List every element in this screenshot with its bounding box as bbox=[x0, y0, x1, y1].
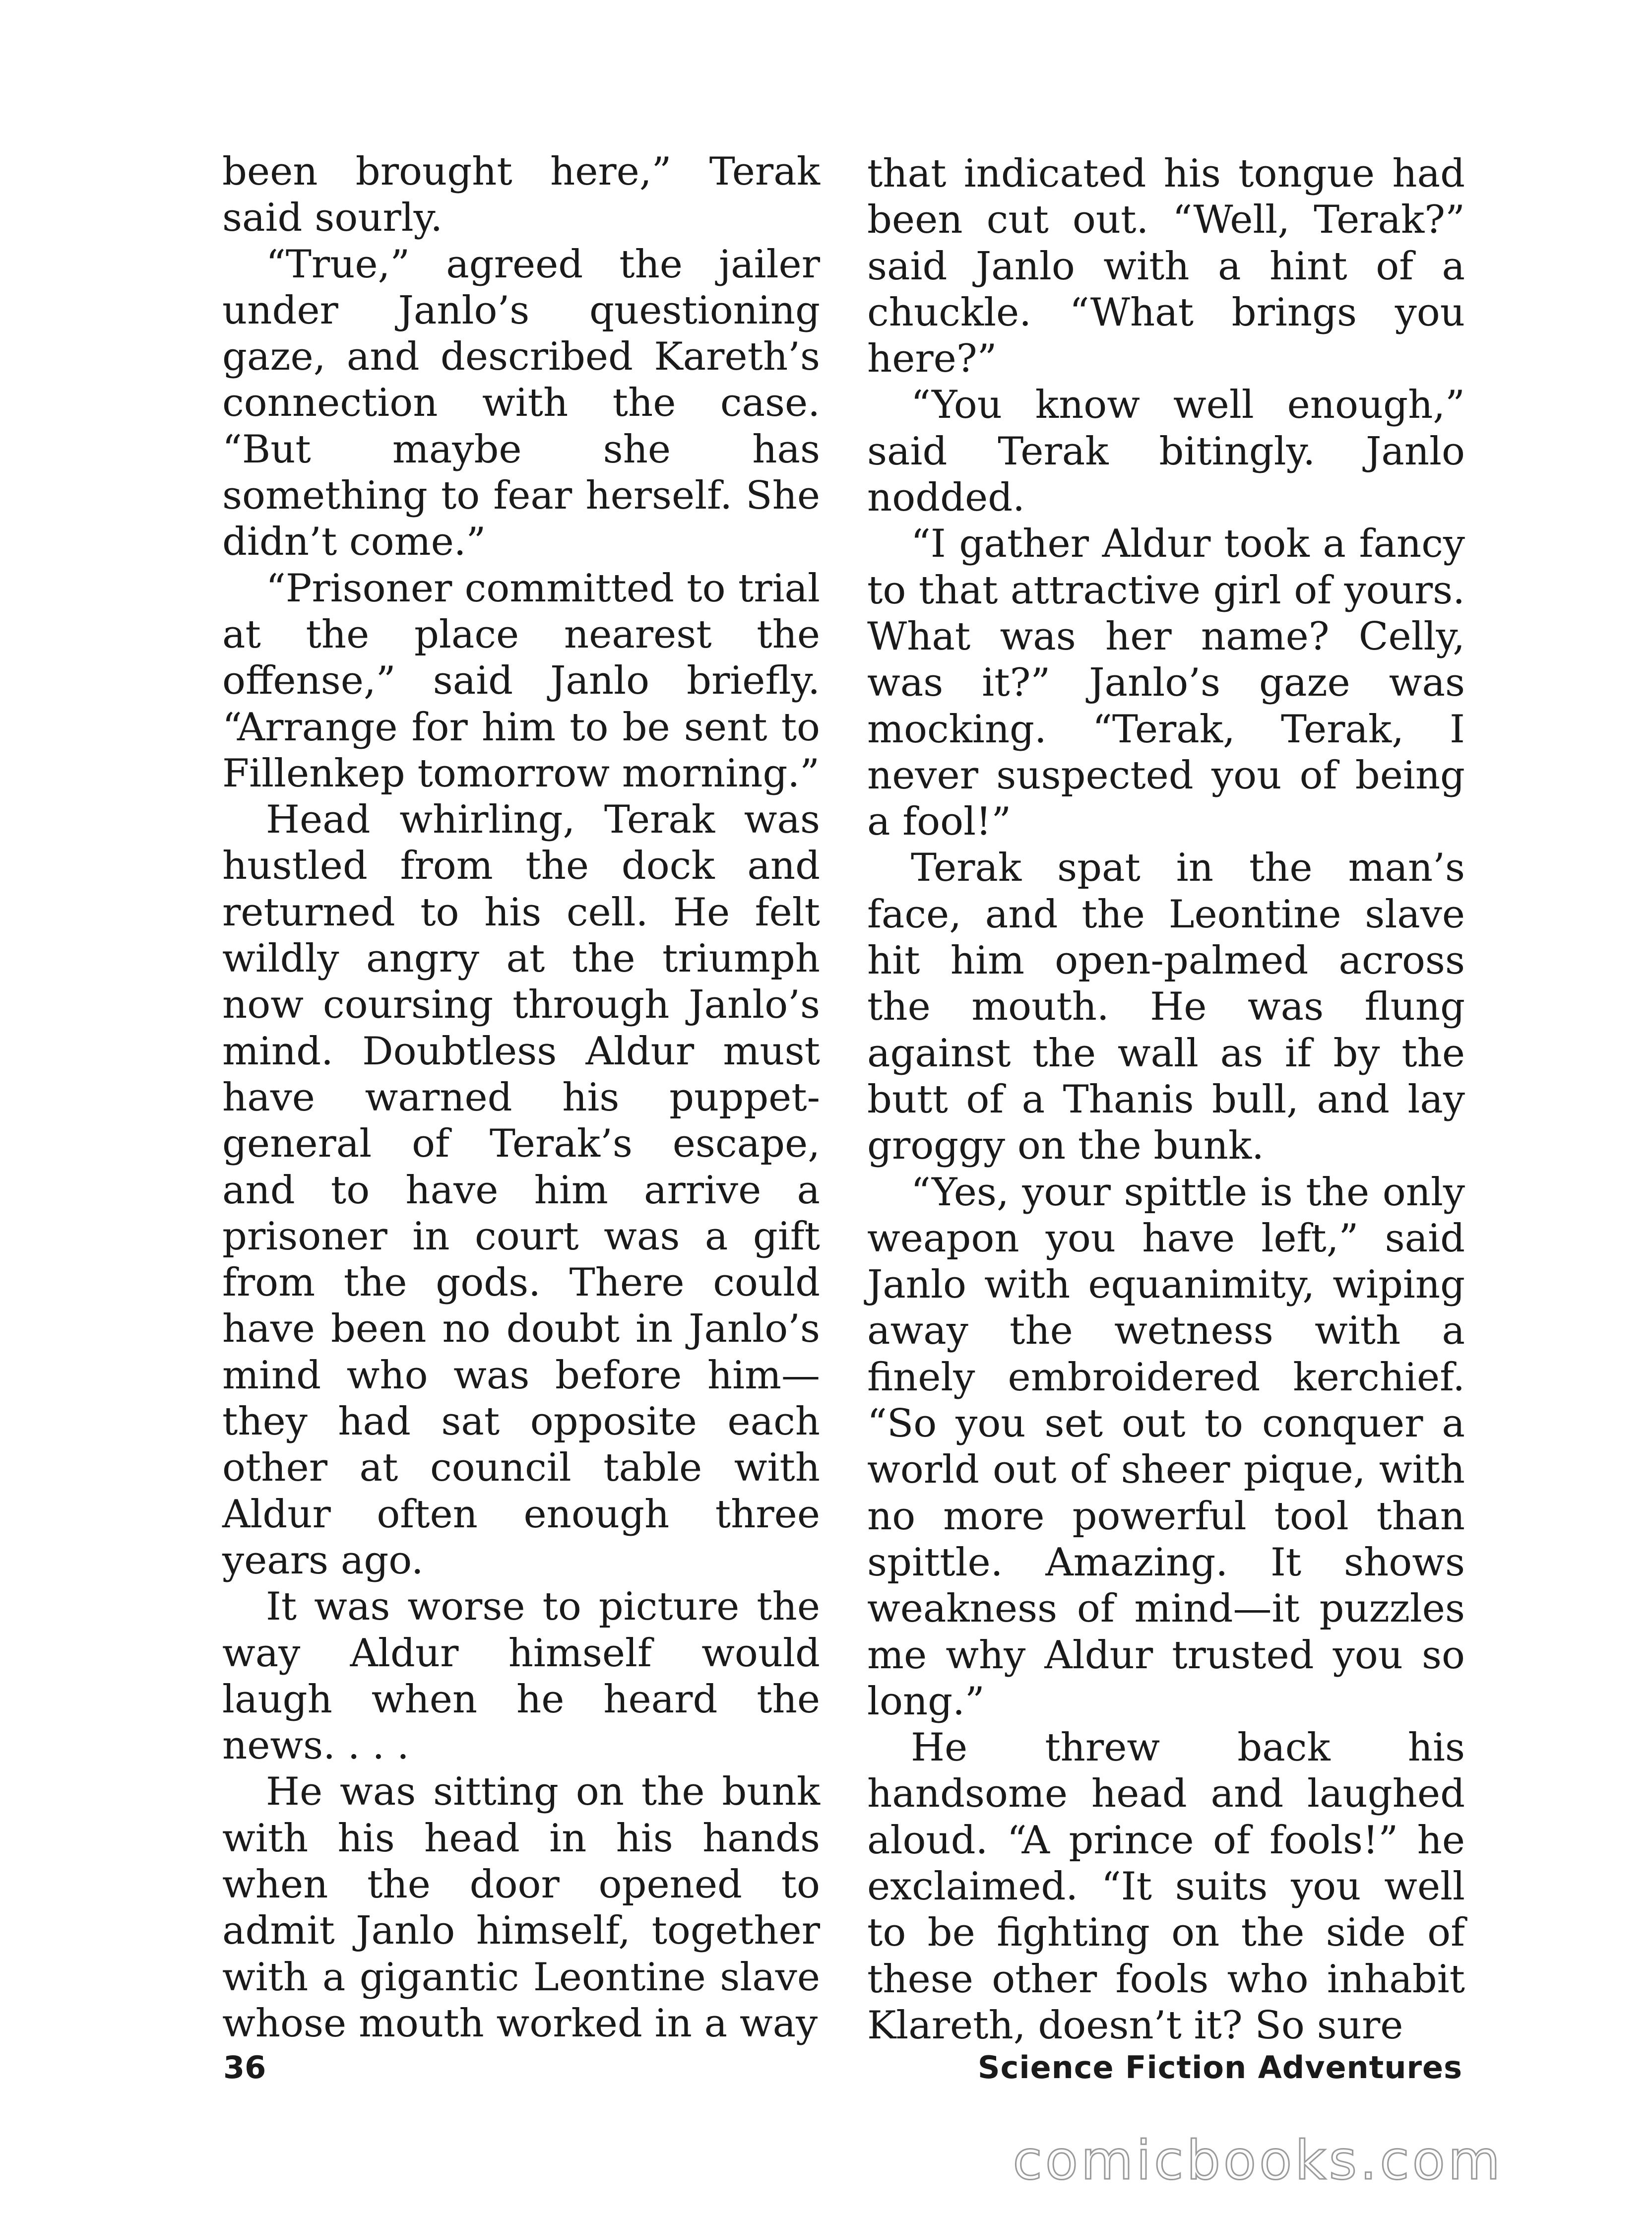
paragraph: been brought here,” Terak said sourly. bbox=[222, 149, 820, 241]
left-text-column bbox=[222, 149, 820, 2047]
paragraph: Head whirling, Terak was hustled from the dock and returned to his cell. He felt wildly angry at the triumph now coursing through Janlo’s mind. Doubtless Aldur must have warned his puppet-general of Terak’s escape, and to have him arrive a prisoner in court was a gift from the gods. There could have been no doubt in Janlo’s mind who was before him—they had sat opposite each other at council table with Aldur often enough three years ago. bbox=[222, 797, 820, 1583]
paragraph: Terak spat in the man’s face, and the Leontine slave hit him open-palmed across the mouth. He was flung against the wall as if by the butt of a Thanis bull, and lay groggy on the bunk. bbox=[867, 846, 1465, 1169]
paragraph: “Prisoner committed to trial at the place nearest the offense,” said Janlo briefly. “Arrange for him to be sent to Fillenkep tomorrow morning.” bbox=[222, 566, 820, 796]
paragraph: “I gather Aldur took a fancy to that attractive girl of yours. What was her name? Celly, was it?” Janlo’s gaze was mocking. “Terak, Terak, I never suspected you of being a fool!” bbox=[867, 522, 1465, 845]
page-number: 36 bbox=[223, 2049, 266, 2086]
watermark: comicbooks.com bbox=[1013, 2130, 1503, 2192]
paragraph: “True,” agreed the jailer under Janlo’s questioning gaze, and described Kareth’s connection with the case. “But maybe she has something to fear herself. She didn’t come.” bbox=[222, 242, 820, 565]
paragraph: He was sitting on the bunk with his head in his hands when the door opened to admit Janlo himself, together with a gigantic Leontine slave whose mouth worked in a way bbox=[222, 1769, 820, 2046]
paragraph: It was worse to picture the way Aldur himself would laugh when he heard the news. . . . bbox=[222, 1584, 820, 1768]
paragraph: “Yes, your spittle is the only weapon you have left,” said Janlo with equanimity, wiping away the wetness with a finely embroidered kerchief. “So you set out to conquer a world out of sheer pique, with no more powerful tool than spittle. Amazing. It shows weakness of mind—it puzzles me why Aldur trusted you so long.” bbox=[867, 1170, 1465, 1724]
magazine-title: Science Fiction Adventures bbox=[977, 2049, 1462, 2086]
paragraph: “You know well enough,” said Terak bitingly. Janlo nodded. bbox=[867, 383, 1465, 521]
right-text-column bbox=[867, 151, 1465, 2049]
paragraph: that indicated his tongue had been cut out. “Well, Terak?” said Janlo with a hint of a chuckle. “What brings you here?” bbox=[867, 151, 1465, 382]
paragraph: He threw back his handsome head and laughed aloud. “A prince of fools!” he exclaimed. “It suits you well to be fighting on the side of these other fools who inhabit Klareth, doesn’t it? So sure bbox=[867, 1725, 1465, 2048]
